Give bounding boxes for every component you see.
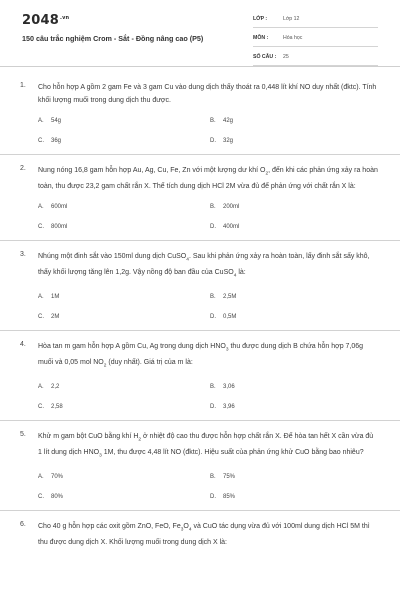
meta-label: LỚP : bbox=[253, 16, 268, 22]
question-item bbox=[0, 421, 400, 511]
question-stem bbox=[0, 521, 400, 549]
answer-option[interactable] bbox=[38, 202, 210, 212]
answer-options bbox=[0, 292, 400, 322]
answer-option[interactable] bbox=[210, 472, 382, 482]
option-text: 32g bbox=[223, 138, 234, 144]
option-text: 54g bbox=[51, 118, 62, 124]
answer-option[interactable] bbox=[210, 202, 382, 212]
meta-value: 25 bbox=[283, 54, 289, 60]
question-item bbox=[0, 155, 400, 241]
option-text: 200ml bbox=[223, 204, 240, 211]
meta-row-class bbox=[253, 13, 378, 28]
option-text: 85% bbox=[223, 493, 236, 500]
answer-option[interactable] bbox=[38, 312, 210, 322]
option-letter: B. bbox=[210, 473, 216, 480]
question-list bbox=[0, 72, 400, 549]
question-number: 1. bbox=[20, 82, 26, 89]
option-letter: A. bbox=[38, 473, 44, 480]
option-letter: D. bbox=[210, 403, 216, 410]
question-stem bbox=[0, 82, 400, 107]
document-title: 150 câu trắc nghiệm Crom - Sắt - Đồng nâng cao (P5) bbox=[22, 34, 204, 43]
answer-options bbox=[0, 202, 400, 232]
option-letter: D. bbox=[210, 493, 216, 500]
meta-row-question-count bbox=[253, 51, 378, 66]
question-number: 2. bbox=[20, 165, 26, 172]
option-text: 3,96 bbox=[223, 403, 235, 410]
meta-row-subject bbox=[253, 32, 378, 47]
option-letter: C. bbox=[38, 224, 44, 231]
answer-option[interactable] bbox=[210, 292, 382, 302]
question-number: 3. bbox=[20, 251, 26, 259]
logo-suffix: .vn bbox=[59, 14, 70, 21]
option-letter: A. bbox=[38, 294, 44, 301]
answer-option[interactable] bbox=[210, 402, 382, 412]
option-text: 2,5M bbox=[223, 294, 237, 301]
meta-label: MÔN : bbox=[253, 35, 269, 41]
question-text: Nhúng một đinh sắt vào 150ml dung dịch CuSO$_4$. Sau khi phản ứng xảy ra hoàn toàn, lấy đinh sắt sấy khô, thấy khối lượng tăng lên 1,2g. Vậy nồng độ ban đầu của CuSO$_4$ là: bbox=[38, 253, 370, 279]
answer-option[interactable] bbox=[38, 402, 210, 412]
question-stem bbox=[0, 251, 400, 283]
option-letter: D. bbox=[210, 138, 216, 144]
answer-options bbox=[0, 116, 400, 146]
option-letter: D. bbox=[210, 224, 216, 231]
question-text: Cho 40 g hỗn hợp các oxit gồm ZnO, FeO, $Fe_3O_4$ và CuO tác dụng vừa đủ với 100ml dung dịch HCl 5M thì thu được dung dịch X. Khối lượng muối trong dung dịch X là: bbox=[38, 522, 370, 546]
answer-option[interactable] bbox=[210, 222, 382, 232]
question-stem bbox=[0, 341, 400, 373]
answer-option[interactable] bbox=[38, 222, 210, 232]
question-text: Cho hỗn hợp A gồm 2 gam Fe và 3 gam Cu vào dung dịch thấy thoát ra 0,448 lít khí NO duy nhất (đktc). Tính khối lượng muối trong dung dịch thu được. bbox=[38, 84, 377, 104]
document-header bbox=[0, 0, 400, 66]
option-text: 600ml bbox=[51, 204, 68, 211]
option-text: 0,5M bbox=[223, 314, 237, 321]
option-text: 36g bbox=[51, 138, 62, 144]
answer-option[interactable] bbox=[210, 312, 382, 322]
meta-box bbox=[253, 13, 378, 70]
question-stem bbox=[0, 431, 400, 463]
option-letter: C. bbox=[38, 138, 44, 144]
answer-option[interactable] bbox=[210, 116, 382, 126]
answer-option[interactable] bbox=[38, 136, 210, 146]
option-text: 800ml bbox=[51, 224, 68, 231]
question-text: Nung nóng 16,8 gam hỗn hợp Au, Ag, Cu, Fe, Zn với một lượng dư khí $O_2$, đến khi các phản ứng xảy ra hoàn toàn, thu được 23,2 gam chất rắn X. Thể tích dung dịch HCl 2M vừa đủ để phản ứng với chất rắn X là: bbox=[38, 167, 378, 190]
option-text: 80% bbox=[51, 493, 64, 500]
option-text: 1M bbox=[51, 294, 60, 301]
option-letter: B. bbox=[210, 204, 216, 211]
option-letter: A. bbox=[38, 204, 44, 211]
question-number: 6. bbox=[20, 520, 26, 528]
option-letter: A. bbox=[38, 118, 44, 124]
meta-label: SỐ CÂU : bbox=[253, 54, 277, 60]
option-letter: C. bbox=[38, 493, 44, 500]
option-text: 2,2 bbox=[51, 383, 60, 390]
question-stem bbox=[0, 165, 400, 193]
option-letter: C. bbox=[38, 314, 44, 321]
answer-option[interactable] bbox=[38, 472, 210, 482]
answer-options bbox=[0, 382, 400, 412]
option-text: 2M bbox=[51, 314, 60, 321]
option-text: 2,58 bbox=[51, 403, 63, 410]
option-letter: C. bbox=[38, 403, 44, 410]
option-text: 42g bbox=[223, 118, 234, 124]
question-item bbox=[0, 72, 400, 155]
answer-options bbox=[0, 472, 400, 502]
question-text: Khử m gam bột CuO bằng khí $H_2$ ở nhiệt độ cao thu được hỗn hợp chất rắn X. Để hòa tan hết X cần vừa đủ 1 lít dung dịch $HNO_3$ 1M, thu được 4,48 lít NO (đktc). Hiệu suất của phản ứng khử CuO bằng bao nhiêu? bbox=[38, 432, 374, 459]
option-letter: B. bbox=[210, 118, 216, 124]
option-text: 3,06 bbox=[223, 383, 235, 390]
answer-option[interactable] bbox=[38, 492, 210, 502]
meta-value: Hóa học bbox=[283, 35, 303, 41]
option-text: 400ml bbox=[223, 224, 240, 231]
question-item bbox=[0, 241, 400, 331]
answer-option[interactable] bbox=[210, 492, 382, 502]
option-letter: B. bbox=[210, 294, 216, 301]
option-letter: D. bbox=[210, 314, 216, 321]
answer-option[interactable] bbox=[38, 382, 210, 392]
answer-option[interactable] bbox=[38, 116, 210, 126]
option-letter: A. bbox=[38, 383, 44, 390]
question-item bbox=[0, 331, 400, 421]
question-text: Hòa tan m gam hỗn hợp A gồm Cu, Ag trong dung dịch $HNO_3$ thu được dung dịch B chứa hỗn hợp 7,06g muối và 0,05 mol $NO_2$ (duy nhất). Giá trị của m là: bbox=[38, 343, 364, 369]
site-logo[interactable] bbox=[22, 13, 69, 28]
meta-value: Lớp 12 bbox=[283, 16, 300, 22]
option-letter: B. bbox=[210, 383, 216, 390]
logo-text: 2048 bbox=[22, 13, 59, 28]
question-item bbox=[0, 511, 400, 549]
question-number: 5. bbox=[20, 430, 26, 438]
header-divider bbox=[0, 66, 400, 67]
answer-option[interactable] bbox=[210, 382, 382, 392]
option-text: 70% bbox=[51, 473, 64, 480]
answer-option[interactable] bbox=[38, 292, 210, 302]
option-text: 75% bbox=[223, 473, 236, 480]
question-number: 4. bbox=[20, 341, 26, 349]
answer-option[interactable] bbox=[210, 136, 382, 146]
